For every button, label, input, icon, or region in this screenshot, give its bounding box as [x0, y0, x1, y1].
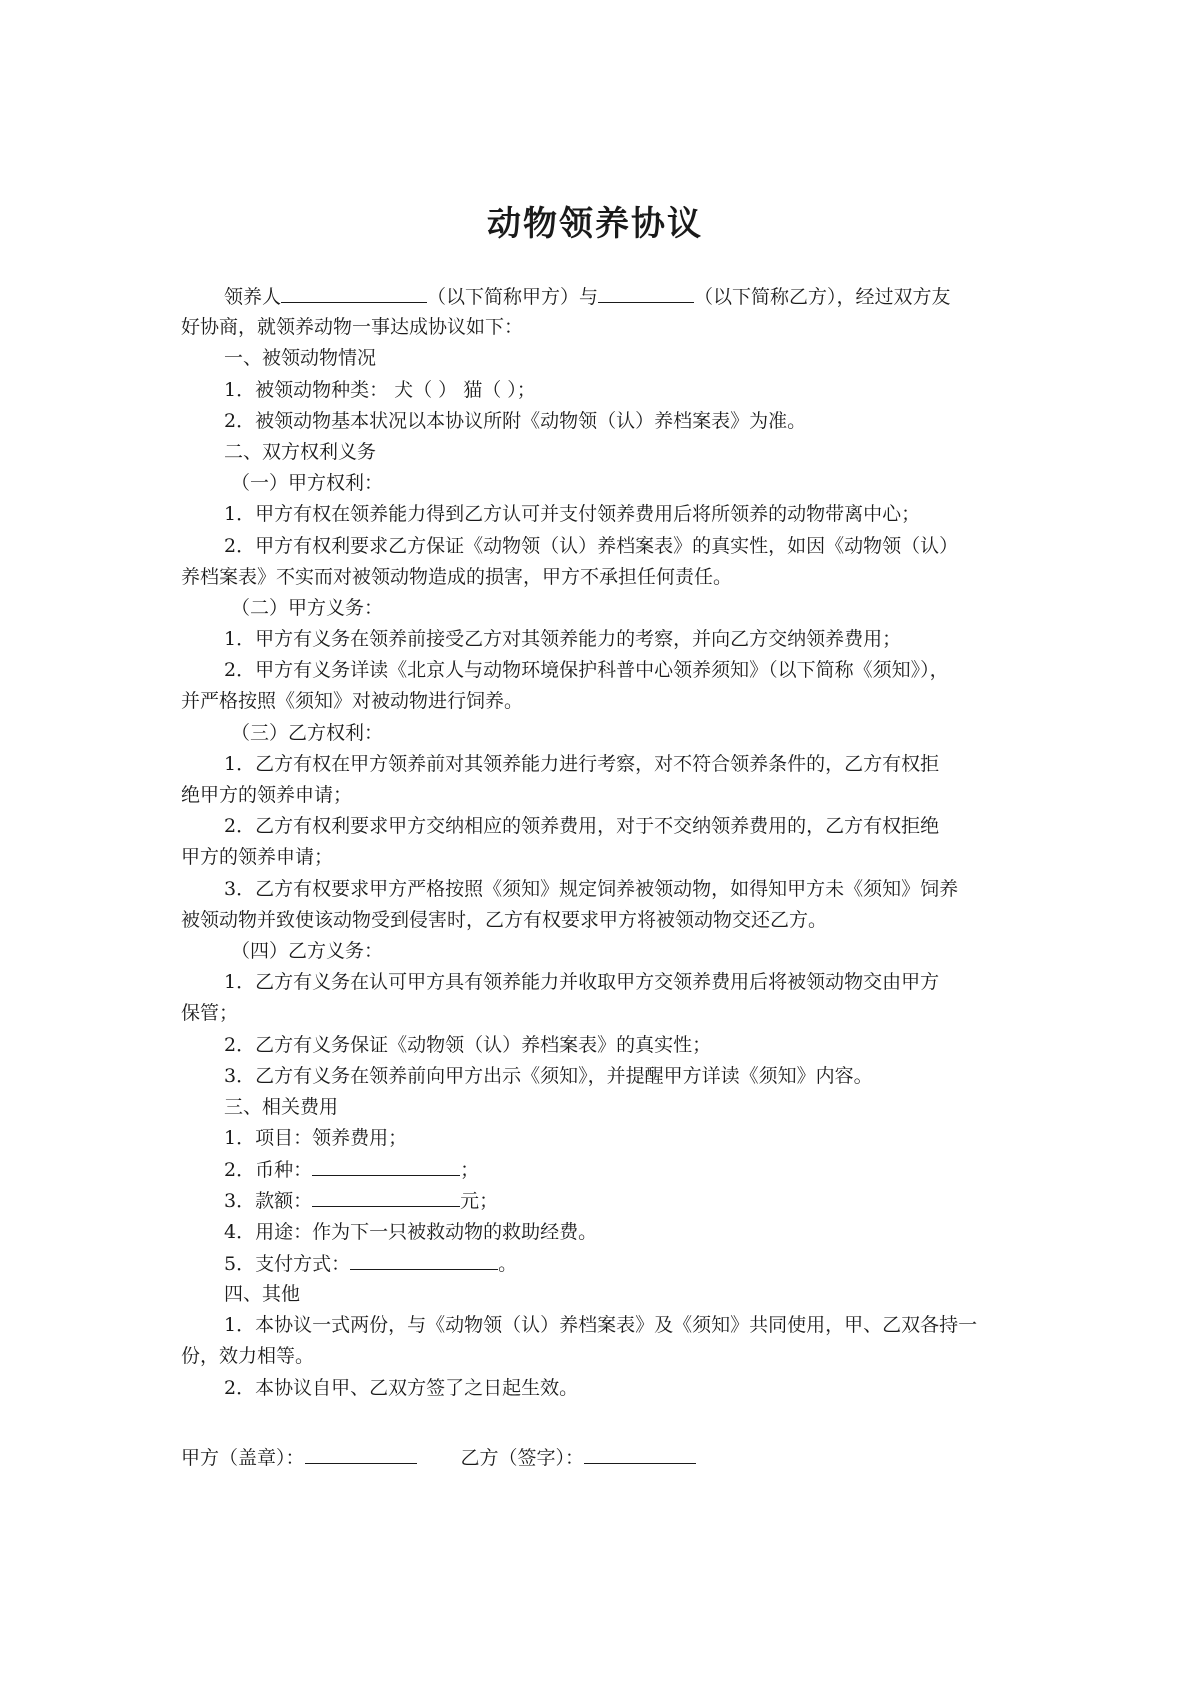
clause: 2．乙方有义务保证《动物领（认）养档案表》的真实性； [224, 1033, 712, 1056]
amount-blank [312, 1185, 460, 1207]
clause: 2．乙方有权利要求甲方交纳相应的领养费用，对于不交纳领养费用的，乙方有权拒绝 [224, 815, 940, 838]
adopter-blank [281, 281, 427, 303]
intro-text: 领养人 [224, 286, 282, 308]
clause-label: 2．币种： [224, 1159, 313, 1182]
section-heading: 二、双方权利义务 [224, 440, 377, 463]
clause: 1．被领动物种类： 犬（ ） 猫（ ）； [224, 378, 536, 401]
clause-label: 3．款额： [224, 1190, 313, 1213]
clause-continuation: 份，效力相等。 [181, 1345, 315, 1368]
clause: 1．乙方有义务在认可甲方具有领养能力并收取甲方交领养费用后将被领动物交由甲方 [224, 971, 940, 994]
clause: 3．乙方有权要求甲方严格按照《须知》规定饲养被领动物，如得知甲方未《须知》饲养 [224, 877, 959, 900]
clause: 2．本协议自甲、乙双方签了之日起生效。 [224, 1376, 579, 1399]
clause: 2．甲方有义务详读《北京人与动物环境保护科普中心领养须知》（以下简称《须知》）， [224, 659, 949, 682]
clause: 1．甲方有义务在领养前接受乙方对其领养能力的考察，并向乙方交纳领养费用； [224, 628, 902, 651]
party-b-signature-blank [584, 1442, 696, 1464]
currency-line [181, 1154, 1017, 1185]
section-heading: 三、相关费用 [224, 1095, 339, 1118]
clause-continuation: 甲方的领养申请； [181, 846, 334, 869]
clause-continuation: 养档案表》不实而对被领动物造成的损害，甲方不承担任何责任。 [181, 565, 733, 588]
intro-line-2: 好协商，就领养动物一事达成协议如下： [181, 316, 524, 339]
amount-line [181, 1185, 1017, 1216]
payment-method-blank [350, 1248, 498, 1270]
clause-end: 。 [498, 1252, 518, 1275]
party-a-signature-blank [305, 1442, 417, 1464]
payment-line [181, 1248, 1017, 1279]
clause: 4．用途：作为下一只被救动物的救助经费。 [224, 1220, 598, 1243]
party-b-blank [598, 281, 694, 303]
clause-label: 5．支付方式： [224, 1252, 351, 1275]
currency-blank [312, 1154, 460, 1176]
signature-line [181, 1442, 1017, 1470]
party-b-signature-label: 乙方（签字）： [460, 1447, 585, 1469]
party-a-signature-label: 甲方（盖章）： [181, 1447, 305, 1469]
clause: 2．被领动物基本状况以本协议所附《动物领（认）养档案表》为准。 [224, 409, 807, 432]
intro-line-1 [181, 281, 1017, 312]
intro-text: （以下简称乙方），经过双方友 [694, 286, 951, 308]
clause: 2．甲方有权利要求乙方保证《动物领（认）养档案表》的真实性，如因《动物领（认） [224, 534, 959, 557]
clause-end: 元； [460, 1190, 499, 1213]
document-body [181, 281, 1017, 1404]
subsection-heading: （三）乙方权利： [231, 721, 384, 744]
section-heading: 四、其他 [224, 1283, 301, 1305]
subsection-heading: （一）甲方权利： [231, 472, 384, 495]
clause: 1．本协议一式两份，与《动物领（认）养档案表》及《须知》共同使用，甲、乙双各持一 [224, 1314, 978, 1337]
clause: 1．项目：领养费用； [224, 1127, 408, 1150]
section-heading: 一、被领动物情况 [224, 347, 377, 370]
subsection-heading: （四）乙方义务： [231, 939, 384, 962]
clause-continuation: 绝甲方的领养申请； [181, 784, 353, 806]
clause: 1．甲方有权在领养能力得到乙方认可并支付领养费用后将所领养的动物带离中心； [224, 503, 921, 526]
clause-continuation: 保管； [181, 1002, 239, 1025]
document-title: 动物领养协议 [487, 204, 703, 244]
clause: 1．乙方有权在甲方领养前对其领养能力进行考察，对不符合领养条件的，乙方有权拒 [224, 752, 940, 775]
subsection-heading: （二）甲方义务： [231, 596, 384, 619]
clause-end: ； [460, 1159, 480, 1182]
clause-continuation: 被领动物并致使该动物受到侵害时，乙方有权要求甲方将被领动物交还乙方。 [181, 908, 828, 931]
clause: 3．乙方有义务在领养前向甲方出示《须知》，并提醒甲方详读《须知》内容。 [224, 1064, 873, 1087]
intro-text: （以下简称甲方）与 [427, 286, 599, 308]
clause-continuation: 并严格按照《须知》对被动物进行饲养。 [181, 690, 524, 713]
